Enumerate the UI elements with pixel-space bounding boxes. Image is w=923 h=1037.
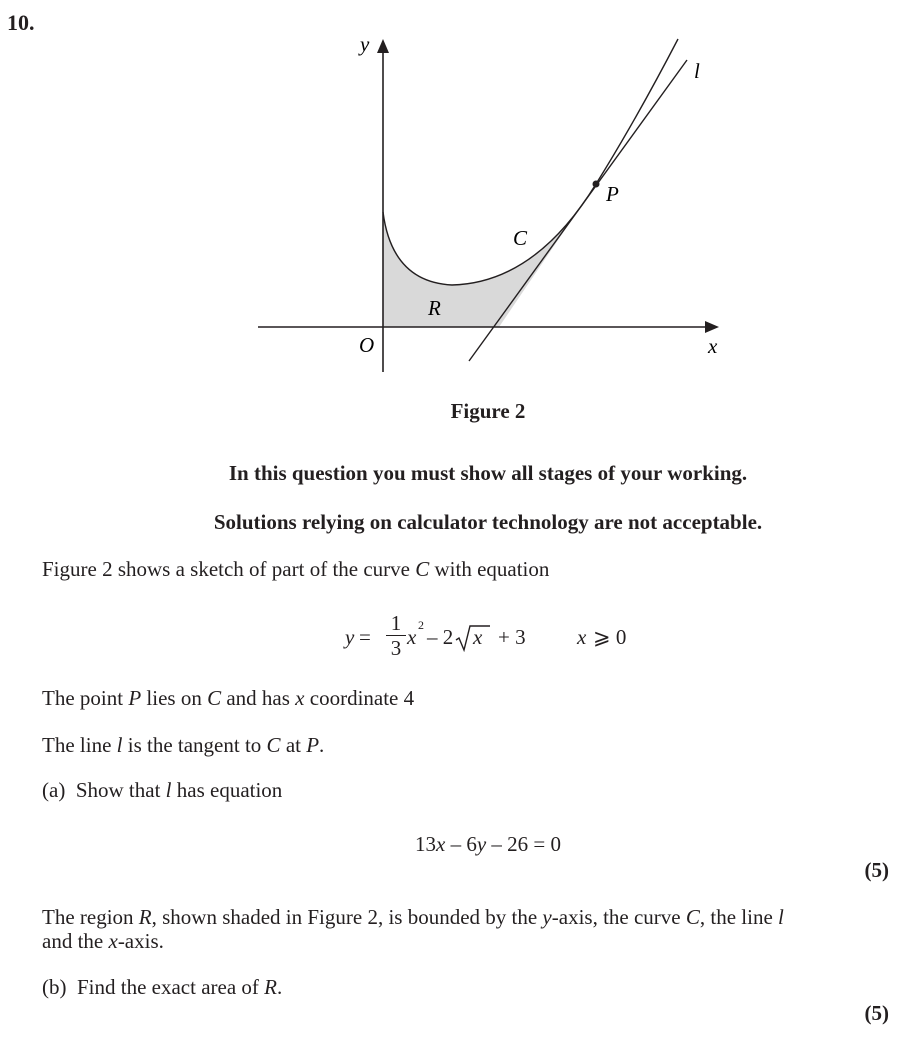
symbol-p: P [128, 686, 142, 710]
part-b-prompt [42, 975, 282, 1000]
equation-fraction [386, 612, 406, 659]
part-a-prompt [42, 778, 282, 803]
symbol-x: x [295, 686, 305, 710]
point-sentence [42, 686, 414, 711]
origin-label: O [359, 333, 375, 357]
tangent-line-equation [0, 832, 923, 857]
curve-equation [345, 612, 675, 668]
text-run: and has [221, 686, 296, 710]
equation-sqrt-argument: x [473, 625, 483, 649]
condition-text: ⩾ 0 [593, 625, 627, 649]
eq-term: – 26 = 0 [486, 832, 561, 856]
text-run: . [319, 733, 325, 757]
text-run: has equation [171, 778, 283, 802]
symbol-p: P [306, 733, 320, 757]
eq-coefficient: 13 [415, 832, 436, 856]
region-r-shading [383, 184, 596, 327]
figure-caption: Figure 2 [450, 399, 526, 423]
eq-term: – 6 [445, 832, 477, 856]
text-run: The point [42, 686, 129, 710]
text-run: , shown shaded in Figure 2, is bounded by the [151, 905, 543, 929]
symbol-c: C [266, 733, 281, 757]
text-run: The region [42, 905, 139, 929]
text-run: Show that [75, 778, 166, 802]
curve-label: C [513, 226, 528, 250]
marks-part-a: (5) [864, 858, 889, 882]
symbol-c: C [685, 905, 700, 929]
equation-exponent: 2 [418, 618, 424, 632]
intro-text-end: with equation [429, 557, 550, 581]
tangent-sentence [42, 733, 324, 758]
text-run: -axis. [117, 929, 164, 953]
condition-variable: x [577, 625, 587, 649]
tangent-label: l [694, 59, 700, 83]
symbol-c: C [207, 686, 222, 710]
point-label: P [606, 182, 619, 206]
text-run: lies on [141, 686, 208, 710]
equation-y: y [345, 625, 355, 649]
eq-x: x [436, 832, 446, 856]
text-run: coordinate 4 [304, 686, 415, 710]
symbol-r: R [138, 905, 152, 929]
text-run: and the [42, 929, 109, 953]
instruction-no-calculator: Solutions relying on calculator technology are not acceptable. [213, 510, 763, 534]
symbol-y: y [542, 905, 552, 929]
region-label: R [428, 296, 441, 320]
text-run: . [277, 975, 283, 999]
instruction-show-working: In this question you must show all stages of your working. [228, 461, 748, 485]
text-run: -axis, the curve [551, 905, 686, 929]
equation-minus-two: – 2 [427, 625, 454, 649]
marks-part-b: (5) [864, 1001, 889, 1025]
figure-2-sketch [0, 0, 923, 400]
x-axis-arrow [705, 321, 719, 333]
equation-x-squared-base: x [407, 625, 417, 649]
text-run: , the line [699, 905, 779, 929]
symbol-r: R [264, 975, 277, 999]
text-run: Find the exact area of [77, 975, 265, 999]
point-p-marker [593, 181, 600, 188]
curve-c [383, 39, 678, 285]
intro-text: Figure 2 shows a sketch of part of the curve [42, 557, 416, 581]
symbol-l: l [778, 905, 784, 929]
symbol-l: l [116, 733, 123, 757]
region-paragraph [42, 905, 872, 953]
eq-y: y [476, 832, 487, 856]
y-axis-label: y [360, 32, 370, 56]
symbol-l: l [165, 778, 172, 802]
fraction-numerator: 1 [390, 611, 402, 635]
part-a-label: (a) [42, 778, 66, 802]
question-number: 10. [7, 10, 35, 35]
equation-equals: = [359, 625, 371, 649]
intro-curve-symbol: C [415, 557, 430, 581]
symbol-x: x [108, 929, 118, 953]
text-run: The line [42, 733, 117, 757]
part-b-label: (b) [42, 975, 67, 999]
intro-paragraph [42, 557, 549, 582]
text-run: at [280, 733, 307, 757]
x-axis-label: x [708, 334, 718, 358]
fraction-denominator: 3 [390, 636, 402, 660]
y-axis-arrow [377, 39, 389, 53]
equation-plus-three: + 3 [498, 625, 526, 649]
tangent-line-l [469, 60, 687, 361]
text-run: is the tangent to [122, 733, 267, 757]
